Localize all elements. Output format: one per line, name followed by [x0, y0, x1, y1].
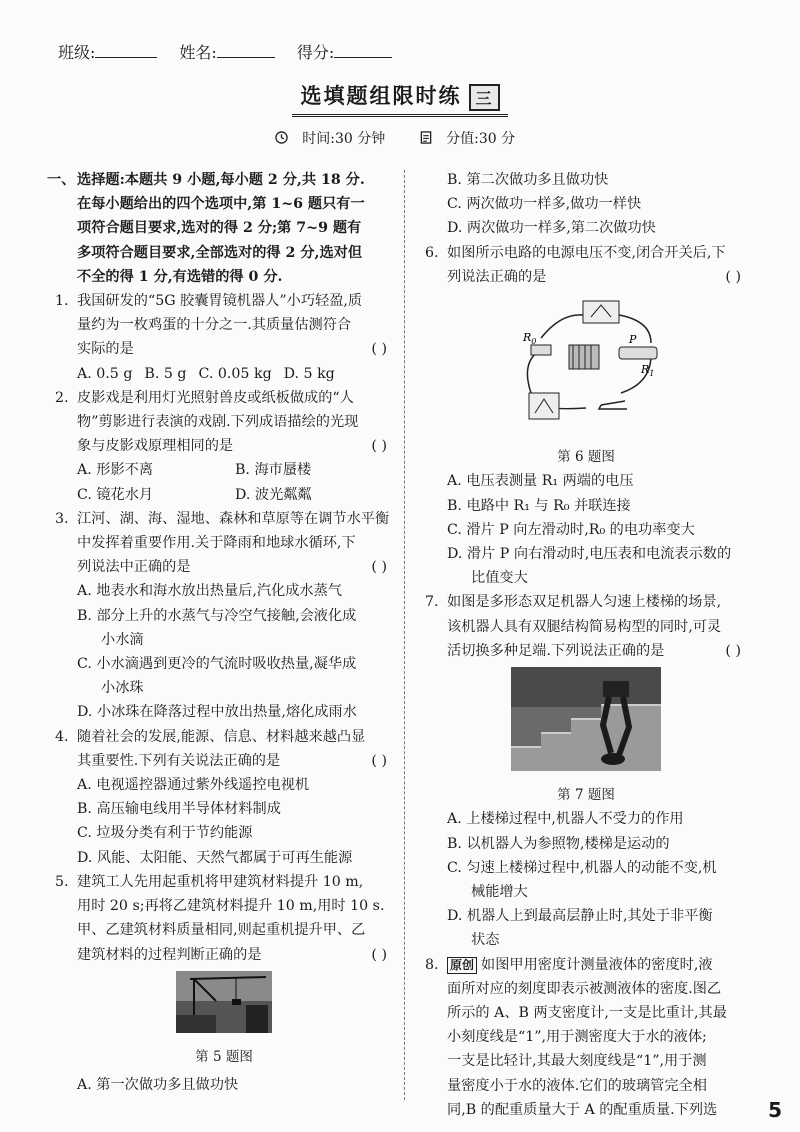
question-6: 6. 如图所示电路的电源电压不变,闭合开关后,下 列说法正确的是 ( ) [425, 241, 747, 289]
q5-crane-photo [55, 971, 393, 1041]
question-2: 2. 皮影戏是利用灯光照射兽皮或纸板做成的“人 物”剪影进行表演的戏剧.下列成语描绘的光现 象与皮影戏原理相同的是 ( ) [55, 386, 393, 459]
q5-caption: 第 5 题图 [195, 1048, 253, 1065]
answer-bracket: ( ) [371, 341, 387, 358]
name-field: 姓名: [179, 40, 274, 63]
question-5: 5. 建筑工人先用起重机将甲建筑材料提升 10 m, 用时 20 s;再将乙建筑材料提升 10 m,用时 10 s. 甲、乙建筑材料质量相同,则起重机提升甲、乙 建筑材料的过程判断正确的是 ( ) [55, 870, 393, 967]
clock-icon [275, 131, 288, 144]
question-4: 4. 随着社会的发展,能源、信息、材料越来越凸显 其重要性.下列有关说法正确的是 ( ) [55, 725, 393, 773]
score-field: 得分: [297, 40, 392, 63]
student-info-header [58, 40, 392, 63]
answer-bracket: ( ) [725, 642, 741, 659]
q4-options: A. 电视遥控器通过紫外线遥控电视机 B. 高压输电线用半导体材料制成 C. 垃圾分类有利于节约能源 D. 风能、太阳能、天然气都属于可再生能源 [77, 777, 353, 866]
answer-bracket: ( ) [371, 438, 387, 455]
q1-options: A. 0.5 g B. 5 g C. 0.05 kg D. 5 kg [77, 365, 335, 382]
q7-caption: 第 7 题图 [557, 787, 615, 804]
original-tag: 原创 [447, 957, 477, 974]
q5-options-continued: B. 第二次做功多且做功快 C. 两次做功一样多,做功一样快 D. 两次做功一样多,第二次做功快 [447, 172, 656, 237]
question-3: 3. 江河、湖、海、湿地、森林和草原等在调节水平衡 中发挥着重要作用.关于降雨和地球水循环,下 列说法中正确的是 ( ) [55, 507, 393, 580]
column-divider [404, 170, 405, 1100]
q3-options: A. 地表水和海水放出热量后,汽化成水蒸气 B. 部分上升的水蒸气与冷空气接触,会液化成 小水滴 C. 小水滴遇到更冷的气流时吸收热量,凝华成 小冰珠 D. 小冰珠在降落过程中放出热量,熔化成雨水 [77, 583, 357, 721]
title-area [0, 80, 800, 117]
q6-circuit-diagram [425, 293, 747, 441]
r1-label: $R_1$ [641, 363, 655, 379]
document-icon [420, 131, 432, 144]
p-label: P [629, 333, 637, 347]
q7-options: A. 上楼梯过程中,机器人不受力的作用 B. 以机器人为参照物,楼梯是运动的 C. 匀速上楼梯过程中,机器人的动能不变,机 械能增大 D. 机器人上到最高层静止时,其处于非平衡 状态 [447, 811, 717, 949]
time-info: 时间:30 分钟 [275, 131, 395, 147]
section-instructions: 一、 选择题:本题共 9 小题,每小题 2 分,共 18 分. 在每小题给出的四个选项中,第 1~6 题只有一 项符合题目要求,选对的得 2 分;第 7~9 题有 多项符合题目要求,全部选对的得 2 分,选对但 不全的得 1 分,有选错的得 0 分. [47, 172, 365, 285]
score-info: 分值:30 分 [420, 131, 525, 147]
q6-options: A. 电压表测量 R₁ 两端的电压 B. 电路中 R₁ 与 R₀ 并联连接 C. 滑片 P 向左滑动时,R₀ 的电功率变大 D. 滑片 P 向右滑动时,电压表和电流表示数的 比值变大 [447, 473, 732, 587]
q2-options-row1: A. 形影不离 B. 海市蜃楼 [77, 462, 312, 479]
q7-robot-photo [425, 667, 747, 779]
q2-options-row2: C. 镜花水月 D. 波光粼粼 [77, 486, 312, 503]
question-7: 7. 如图是多形态双足机器人匀速上楼梯的场景, 该机器人具有双腿结构简易构型的同时,可灵 活切换多种足端.下列说法正确的是 ( ) [425, 590, 747, 663]
left-column [47, 168, 393, 1097]
question-1: 1. 我国研发的“5G 胶囊胃镜机器人”小巧轻盈,质 量约为一枚鸡蛋的十分之一.其质量估测符合 实际的是 ( ) [55, 289, 393, 362]
title-badge: 三 [469, 84, 499, 111]
question-8: 8. 原创 如图甲用密度计测量液体的密度时,液 面所对应的刻度即表示被测液体的密度.图乙 所示的 A、B 两支密度计,一支是比重计,其最 小刻度线是“1”,用于测密度大于水的液体; 一支是比轻计,其最大刻度线是“1”,用于测 量密度小于水的液体.它们的玻璃管完全相 同,B 的配重质量大于 A 的配重质量.下列选 [425, 956, 727, 1118]
page-title: 选填题组限时练 三 [292, 80, 507, 117]
answer-bracket: ( ) [725, 268, 741, 285]
answer-bracket: ( ) [371, 559, 387, 576]
right-column [425, 168, 747, 1122]
r0-label: $R_0$ [523, 331, 537, 347]
page-number: 5 [768, 1098, 782, 1122]
class-field: 班级: [58, 40, 157, 63]
q6-caption: 第 6 题图 [557, 449, 615, 466]
q5-option-a: A. 第一次做功多且做功快 [77, 1077, 239, 1094]
exam-meta [0, 128, 800, 148]
answer-bracket: ( ) [371, 946, 387, 963]
answer-bracket: ( ) [371, 752, 387, 769]
